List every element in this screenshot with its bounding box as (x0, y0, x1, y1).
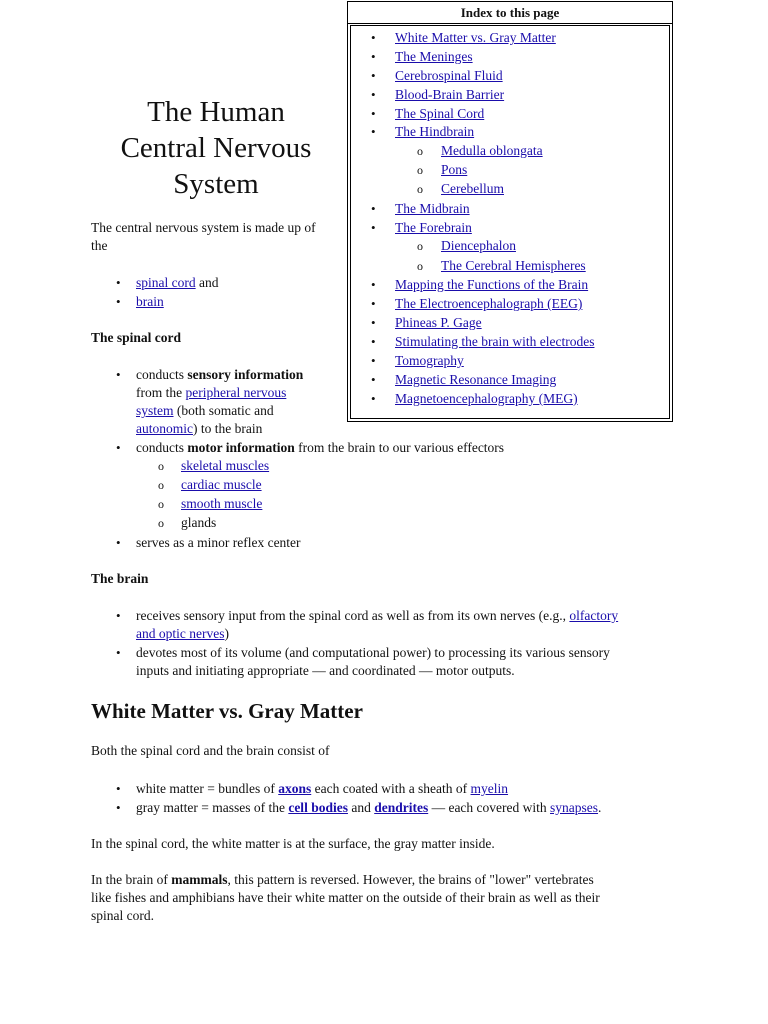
list-item (136, 274, 219, 292)
list-item-text: and (347, 800, 375, 815)
list-item (136, 366, 303, 384)
index-link-hindbrain[interactable]: The Hindbrain (395, 124, 475, 139)
list-item (136, 439, 504, 457)
bullet-icon: • (371, 201, 376, 216)
bold-term: motor information (187, 440, 295, 455)
list-item (136, 780, 508, 798)
link-peripheral-nervous-system-2[interactable]: system (136, 403, 174, 418)
bullet-icon: • (116, 645, 121, 660)
list-item (136, 799, 601, 817)
paragraph: Both the spinal cord and the brain consist of (91, 743, 330, 758)
bullet-icon: • (371, 220, 376, 235)
index-link-meninges[interactable]: The Meninges (395, 49, 473, 64)
link-smooth-muscle[interactable]: smooth muscle (181, 496, 263, 511)
sub-bullet-icon: o (417, 163, 423, 177)
link-brain[interactable]: brain (136, 294, 164, 309)
index-link-midbrain[interactable]: The Midbrain (395, 201, 470, 216)
list-item-cont: inputs and initiating appropriate — and coordinated — motor outputs. (136, 663, 515, 678)
sub-bullet-icon: o (417, 182, 423, 196)
title-line: Central Nervous (120, 132, 312, 164)
index-link-gage[interactable]: Phineas P. Gage (395, 315, 482, 330)
link-cell-bodies[interactable]: cell bodies (288, 800, 348, 815)
list-item-text: — each covered with (428, 800, 551, 815)
bullet-icon: • (116, 275, 121, 290)
paragraph-text: , this pattern is reversed. However, the brains of "lower" vertebrates (227, 872, 594, 887)
paragraph-text: In the brain of (91, 872, 172, 887)
link-peripheral-nervous-system[interactable]: peripheral nervous (185, 385, 287, 400)
bullet-icon: • (371, 30, 376, 45)
index-list (350, 25, 670, 419)
list-item: devotes most of its volume (and computational power) to processing its various sensory (136, 645, 610, 660)
bullet-icon: • (116, 535, 121, 550)
index-link-cerebral-hemispheres[interactable]: The Cerebral Hemispheres (441, 258, 586, 273)
list-item-text: glands (181, 515, 217, 530)
index-link-forebrain[interactable]: The Forebrain (395, 220, 472, 235)
list-item-text: each coated with a sheath of (311, 781, 471, 796)
bullet-icon: • (371, 296, 376, 311)
paragraph-cont: spinal cord. (91, 908, 154, 923)
list-item-text: from the (136, 385, 186, 400)
bullet-icon: • (371, 68, 376, 83)
list-item (136, 607, 618, 625)
link-axons[interactable]: axons (278, 781, 312, 796)
link-olfactory[interactable]: olfactory (569, 608, 619, 623)
sub-bullet-icon: o (158, 459, 164, 473)
index-link-cerebellum[interactable]: Cerebellum (441, 181, 504, 196)
bullet-icon: • (116, 800, 121, 815)
index-link-pons[interactable]: Pons (441, 162, 468, 177)
list-item-text: gray matter = masses of the (136, 800, 289, 815)
bullet-icon: • (371, 334, 376, 349)
paragraph-cont: like fishes and amphibians have their white matter on the outside of their brain as well as their (91, 890, 600, 905)
index-link-mapping[interactable]: Mapping the Functions of the Brain (395, 277, 589, 292)
index-link-white-matter[interactable]: White Matter vs. Gray Matter (395, 30, 556, 45)
bullet-icon: • (371, 49, 376, 64)
paragraph: In the spinal cord, the white matter is at the surface, the gray matter inside. (91, 836, 495, 851)
bullet-icon: • (371, 372, 376, 387)
bold-term: mammals (171, 872, 228, 887)
intro-line: The central nervous system is made up of (91, 220, 316, 235)
link-skeletal-muscles[interactable]: skeletal muscles (181, 458, 270, 473)
list-item-text: from the brain to our various effectors (294, 440, 505, 455)
list-item-cont (136, 384, 286, 402)
intro-line: the (91, 238, 108, 253)
index-link-spinal-cord[interactable]: The Spinal Cord (395, 106, 485, 121)
bullet-icon: • (371, 353, 376, 368)
list-item-cont (136, 402, 274, 420)
list-item (136, 293, 164, 311)
list-item-text: conducts (136, 440, 188, 455)
list-item: serves as a minor reflex center (136, 535, 301, 550)
list-item-text: conducts (136, 367, 188, 382)
list-item-text: white matter = bundles of (136, 781, 279, 796)
list-item-text: ) to the brain (193, 421, 263, 436)
sub-bullet-icon: o (158, 497, 164, 511)
sub-bullet-icon: o (417, 144, 423, 158)
title-line: The Human (147, 96, 285, 128)
section-heading-white-gray: White Matter vs. Gray Matter (91, 699, 363, 723)
bullet-icon: • (371, 277, 376, 292)
bullet-icon: • (371, 124, 376, 139)
list-item-cont (136, 420, 262, 438)
link-dendrites[interactable]: dendrites (374, 800, 429, 815)
bullet-icon: • (116, 294, 121, 309)
bullet-icon: • (116, 367, 121, 382)
brain-heading: The brain (91, 571, 149, 586)
page-title (100, 94, 332, 202)
list-item-text: ) (224, 626, 229, 641)
index-link-electrodes[interactable]: Stimulating the brain with electrodes (395, 334, 595, 349)
paragraph (91, 871, 594, 889)
link-synapses[interactable]: synapses (550, 800, 599, 815)
link-myelin[interactable]: myelin (470, 781, 509, 796)
sub-bullet-icon: o (417, 259, 423, 273)
index-link-mri[interactable]: Magnetic Resonance Imaging (395, 372, 557, 387)
index-link-tomography[interactable]: Tomography (395, 353, 464, 368)
link-cardiac-muscle[interactable]: cardiac muscle (181, 477, 262, 492)
index-link-diencephalon[interactable]: Diencephalon (441, 238, 516, 253)
sub-bullet-icon: o (417, 239, 423, 253)
bullet-icon: • (116, 781, 121, 796)
index-link-bbb[interactable]: Blood-Brain Barrier (395, 87, 505, 102)
index-link-csf[interactable]: Cerebrospinal Fluid (395, 68, 503, 83)
bullet-icon: • (116, 608, 121, 623)
bold-term: sensory information (187, 367, 304, 382)
index-box (347, 1, 673, 422)
index-link-eeg[interactable]: The Electroencephalograph (EEG) (395, 296, 583, 311)
list-item-cont (136, 625, 229, 643)
sub-bullet-icon: o (158, 478, 164, 492)
spinal-cord-heading: The spinal cord (91, 330, 182, 345)
bullet-icon: • (116, 440, 121, 455)
title-line: System (173, 168, 259, 200)
index-link-meg[interactable]: Magnetoencephalography (MEG) (395, 391, 578, 406)
link-spinal-cord[interactable]: spinal cord (136, 275, 196, 290)
bullet-icon: • (371, 106, 376, 121)
bullet-icon: • (371, 391, 376, 406)
bullet-icon: • (371, 87, 376, 102)
bullet-icon: • (371, 315, 376, 330)
sub-bullet-icon: o (158, 516, 164, 530)
index-header: Index to this page (348, 2, 672, 24)
link-autonomic[interactable]: autonomic (136, 421, 193, 436)
list-item-text: (both somatic and (173, 403, 274, 418)
index-link-medulla[interactable]: Medulla oblongata (441, 143, 543, 158)
list-item-text: . (598, 800, 602, 815)
list-item-text: receives sensory input from the spinal cord as well as from its own nerves (e.g., (136, 608, 570, 623)
link-optic-nerves[interactable]: and optic nerves (136, 626, 225, 641)
list-item-text: and (195, 275, 219, 290)
